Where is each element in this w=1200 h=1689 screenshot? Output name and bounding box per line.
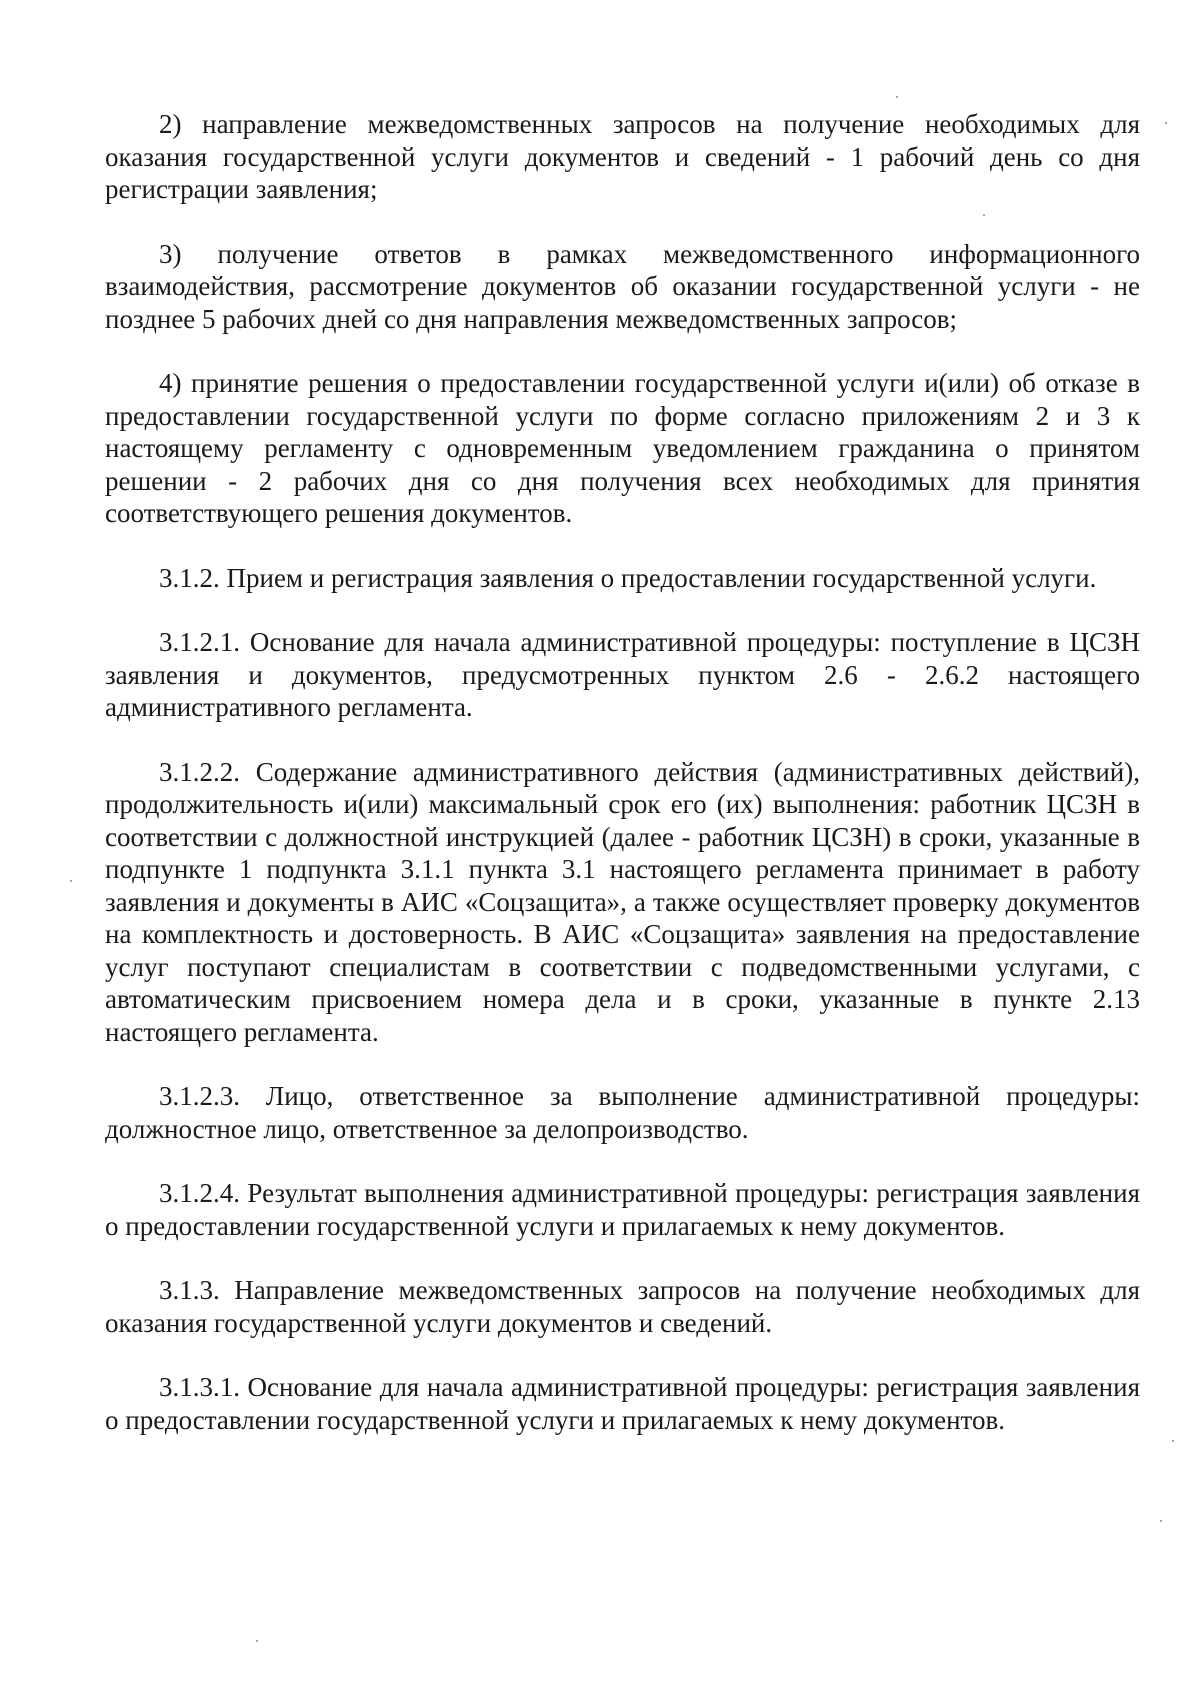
paragraph-3-1-2: 3.1.2. Прием и регистрация заявления о предоставлении государственной услуги.: [159, 562, 1097, 593]
paragraph-3-1-3: 3.1.3. Направление межведомственных запросов на получение необходимых для оказания государственной услуги документов и сведений.: [105, 1275, 1140, 1338]
scan-speck: [70, 880, 72, 882]
scan-speck: [896, 96, 898, 98]
scan-speck: [1165, 122, 1167, 124]
paragraph-3-1-2-4: 3.1.2.4. Результат выполнения административной процедуры: регистрация заявления о предоставлении государственной услуги и прилагаемых к нему документов.: [105, 1178, 1140, 1241]
paragraph-item-2: 2) направление межведомственных запросов на получение необходимых для оказания государственной услуги документов и сведений - 1 рабочий день со дня регистрации заявления;: [105, 109, 1140, 204]
scan-speck: [1172, 1440, 1174, 1442]
paragraph-item-3: 3) получение ответов в рамках межведомственного информационного взаимодействия, рассмотрение документов об оказании государственной услуги - не позднее 5 рабочих дней со дня направления межведомственных запросов;: [105, 238, 1140, 334]
document-body: [105, 108, 1140, 1436]
paragraph-item-4: 4) принятие решения о предоставлении государственной услуги и(или) об отказе в предоставлении государственной услуги по форме согласно приложениям 2 и 3 к настоящему регламенту с одновременным уведомлением гражданина о принятом решении - 2 рабочих дня со дня получения всех необходимых для принятия соответствующего решения документов.: [105, 368, 1140, 528]
paragraph-3-1-2-1: 3.1.2.1. Основание для начала административной процедуры: поступление в ЦСЗН заявления и документов, предусмотренных пунктом 2.6 - 2.6.2 настоящего административного регламента.: [105, 627, 1140, 722]
paragraph-3-1-3-1: 3.1.3.1. Основание для начала административной процедуры: регистрация заявления о предоставлении государственной услуги и прилагаемых к нему документов.: [105, 1372, 1140, 1435]
scan-speck: [1160, 1520, 1162, 1522]
paragraph-3-1-2-2: 3.1.2.2. Содержание административного действия (административных действий), продолжительность и(или) максимальный срок его (их) выполнения: работник ЦСЗН в соответствии с должностной инструкцией (далее - работник ЦСЗН) в сроки, указанные в подпункте 1 подпункта 3.1.1 пункта 3.1 настоящего регламента принимает в работу заявления и документы в АИС «Соцзащита», а также осуществляет проверку документов на комплектность и достоверность. В АИС «Соцзащита» заявления на предоставление услуг поступают специалистам в соответствии с подведомственными услугами, с автоматическим присвоением номера дела и в сроки, указанные в пункте 2.13 настоящего регламента.: [105, 756, 1140, 1047]
paragraph-3-1-2-3: 3.1.2.3. Лицо, ответственное за выполнение административной процедуры: должностное лицо, ответственное за делопроизводство.: [105, 1081, 1140, 1144]
scan-speck: [256, 1640, 258, 1642]
